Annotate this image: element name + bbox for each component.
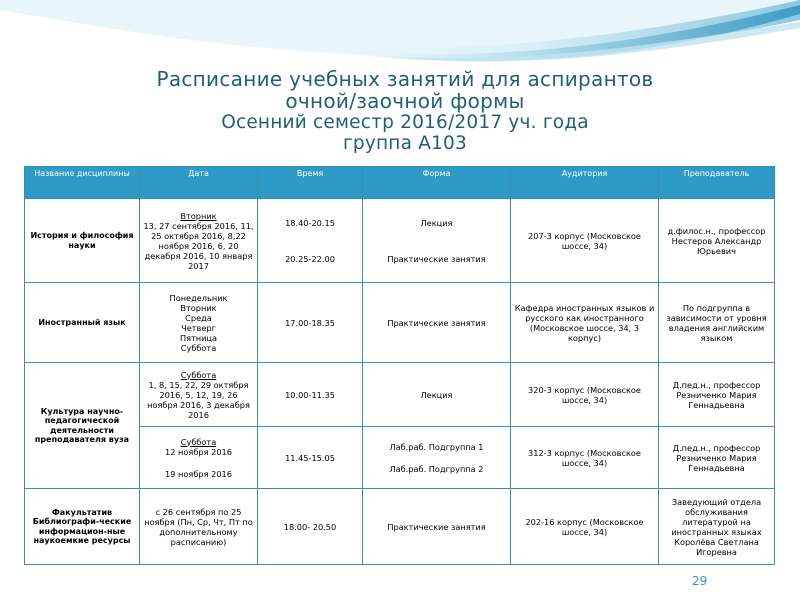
cell-date-line: Суббота [180,342,217,353]
cell-form-1: Лаб.раб. Подгруппа 1 [389,441,484,452]
cell-date-line: 12 ноября 2016 [165,446,232,457]
slide-subtitle-line-2: группа А103 [343,133,467,154]
cell-date-day: Суббота [180,369,217,380]
cell-teacher: По подгруппа в зависимости от уровня владения английским языком [659,283,775,363]
cell-room: 312-3 корпус (Московское шоссе, 34) [511,427,659,489]
cell-date-line: Среда [185,312,212,323]
cell-time: 11.45-15.05 [258,427,363,489]
cell-date-line: Четверг [181,322,216,333]
cell-room: 207-3 корпус (Московское шоссе, 34) [511,199,659,283]
cell-date-text: 1, 8, 15, 22, 29 октября 2016, 5, 12, 19, 26 ноября 2016, 3 декабря 2016 [147,379,250,420]
cell-date [140,427,258,489]
cell-time [258,199,363,283]
cell-date-text: 13, 27 сентября 2016, 11, 25 октября 2016, 8,22 ноября 2016, 6, 20 декабря 2016, 10 января 2017 [143,220,254,271]
table-header-row [25,167,775,199]
cell-date-day: Суббота [180,436,217,447]
header-name: Название дисциплины [25,167,140,199]
cell-room: 202-16 корпус (Московское шоссе, 34) [511,489,659,565]
cell-form: Практические занятия [363,489,511,565]
cell-form: Лекция [363,363,511,427]
table-row [25,489,775,565]
header-room: Аудитория [511,167,659,199]
cell-discipline: Культура научно-педагогической деятельности преподавателя вуза [25,363,140,489]
cell-form: Практические занятия [363,283,511,363]
cell-room: 320-3 корпус (Московское шоссе, 34) [511,363,659,427]
cell-form [363,199,511,283]
cell-date [140,199,258,283]
cell-date-line: Понедельник [169,292,228,303]
cell-date-line: Вторник [180,302,217,313]
cell-form-1: Лекция [420,217,453,228]
slide-title-line-2: очной/заочной формы [285,89,525,113]
cell-time-1: 18.40-20.15 [285,217,335,228]
cell-form-2: Практические занятия [387,253,486,264]
table-row [25,283,775,363]
cell-date-line: Пятница [179,332,218,343]
table-row [25,199,775,283]
cell-teacher: Д.пед.н., профессор Резниченко Мария Геннадьевна [659,427,775,489]
page-number: 29 [692,574,708,588]
header-teacher: Преподаватель [659,167,775,199]
cell-time: 17.00-18.35 [258,283,363,363]
cell-date [140,363,258,427]
cell-teacher: Заведующий отдела обслуживания литературой на иностранных языках Королёва Светлана Игоревна [659,489,775,565]
cell-date: с 26 сентября по 25 ноября (Пн, Ср, Чт, Пт по дополнительному расписанию) [140,489,258,565]
header-date: Дата [140,167,258,199]
cell-teacher: Д.пед.н., профессор Резниченко Мария Геннадьевна [659,363,775,427]
slide-subtitle-line-1: Осенний семестр 2016/2017 уч. года [221,112,589,133]
cell-time-2: 20.25-22.00 [285,253,335,264]
cell-discipline: Факультатив Библиографи-ческие информацион-ные наукоемкие ресурсы [25,489,140,565]
cell-date-line: 19 ноября 2016 [165,468,232,479]
cell-date-day: Вторник [180,210,217,221]
cell-form-2: Лаб.раб. Подгруппа 2 [389,463,484,474]
slide-title-line-1: Расписание учебных занятий для аспирантов [156,67,654,91]
cell-form [363,427,511,489]
cell-time: 18.00- 20.50 [258,489,363,565]
cell-room: Кафедра иностранных языков и русского как иностранного (Московское шоссе, 34, 3 корпус) [511,283,659,363]
cell-time: 10.00-11.35 [258,363,363,427]
cell-discipline: История и философия науки [25,199,140,283]
schedule-table [24,166,775,565]
slide-title-block [60,68,750,154]
table-row [25,363,775,427]
cell-date [140,283,258,363]
cell-discipline: Иностранный язык [25,283,140,363]
header-form: Форма [363,167,511,199]
header-time: Время [258,167,363,199]
cell-teacher: д.филос.н., профессор Нестеров Александр Юрьевич [659,199,775,283]
